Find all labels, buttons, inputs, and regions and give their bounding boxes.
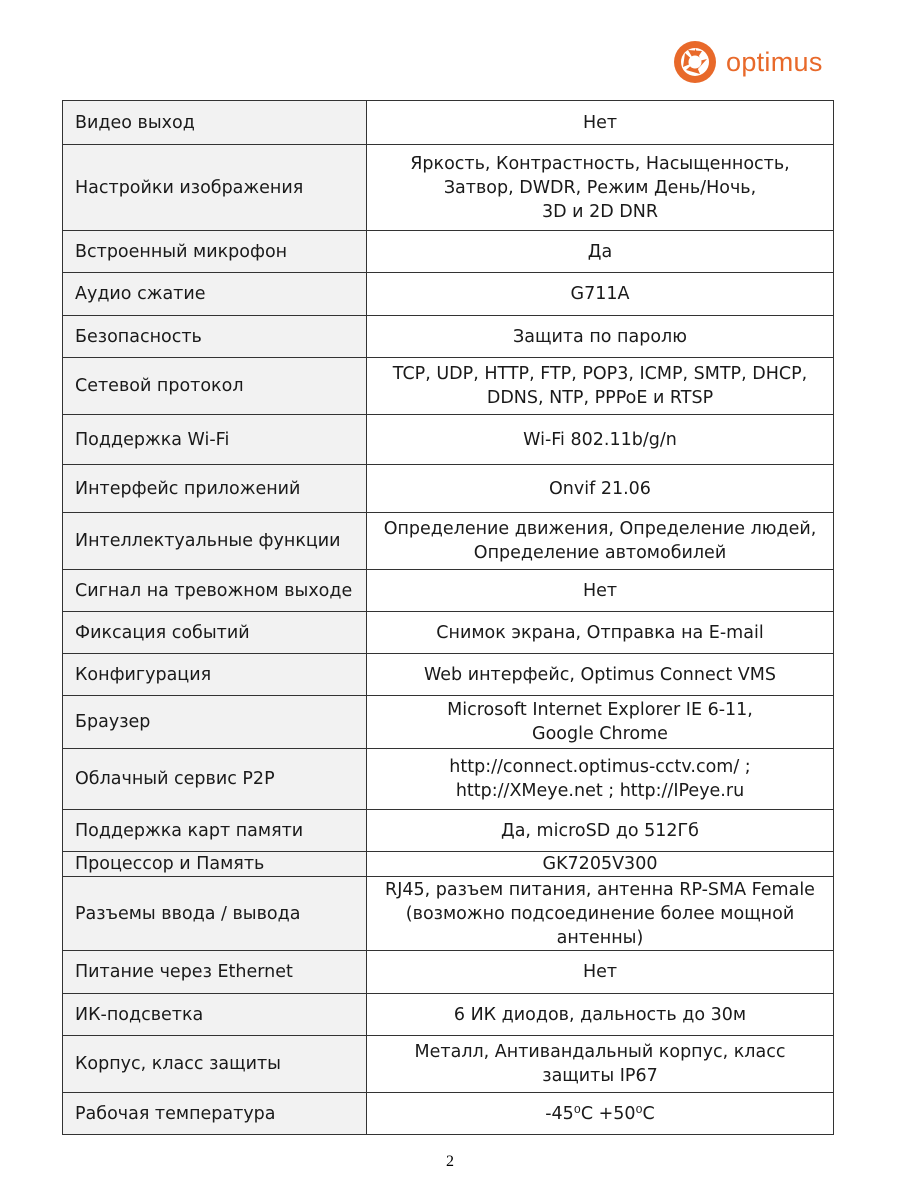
spec-row: [63, 273, 834, 316]
spec-value: TCP, UDP, HTTP, FTP, POP3, ICMP, SMTP, DHCP, DDNS, NTP, PPPoE и RTSP: [367, 358, 834, 415]
spec-row: [63, 415, 834, 465]
spec-label: Браузер: [63, 696, 367, 749]
spec-label: Сетевой протокол: [63, 358, 367, 415]
spec-row: [63, 852, 834, 877]
spec-row: [63, 810, 834, 852]
spec-row: [63, 1036, 834, 1093]
spec-row: [63, 358, 834, 415]
spec-value: Да: [367, 231, 834, 273]
spec-label: Корпус, класс защиты: [63, 1036, 367, 1093]
brand-logo: [672, 38, 823, 86]
spec-value: 6 ИК диодов, дальность до 30м: [367, 994, 834, 1036]
aperture-icon: [672, 39, 718, 85]
spec-row: [63, 465, 834, 513]
spec-value: Яркость, Контрастность, Насыщенность, Затвор, DWDR, Режим День/Ночь, 3D и 2D DNR: [367, 145, 834, 231]
spec-value: Microsoft Internet Explorer IE 6-11, Google Chrome: [367, 696, 834, 749]
spec-value: Защита по паролю: [367, 316, 834, 358]
spec-label: Сигнал на тревожном выходе: [63, 570, 367, 612]
spec-value: Снимок экрана, Отправка на E-mail: [367, 612, 834, 654]
spec-row: [63, 231, 834, 273]
spec-label: Фиксация событий: [63, 612, 367, 654]
spec-row: [63, 994, 834, 1036]
spec-value: -45⁰C +50⁰C: [367, 1093, 834, 1135]
spec-row: [63, 877, 834, 951]
spec-label: Питание через Ethernet: [63, 951, 367, 994]
spec-row: [63, 316, 834, 358]
spec-value: Wi-Fi 802.11b/g/n: [367, 415, 834, 465]
spec-label: Безопасность: [63, 316, 367, 358]
spec-value: RJ45, разъем питания, антенна RP-SMA Female (возможно подсоединение более мощной антенны): [367, 877, 834, 951]
spec-label: Конфигурация: [63, 654, 367, 696]
spec-row: [63, 612, 834, 654]
spec-value: Нет: [367, 101, 834, 145]
spec-row: [63, 513, 834, 570]
spec-table: [62, 100, 834, 1135]
spec-value: Нет: [367, 570, 834, 612]
spec-row: [63, 696, 834, 749]
spec-row: [63, 145, 834, 231]
spec-row: [63, 654, 834, 696]
spec-label: Видео выход: [63, 101, 367, 145]
spec-value: Определение движения, Определение людей, Определение автомобилей: [367, 513, 834, 570]
spec-label: Поддержка карт памяти: [63, 810, 367, 852]
spec-label: Рабочая температура: [63, 1093, 367, 1135]
spec-label: Процессор и Память: [63, 852, 367, 877]
spec-label: Интеллектуальные функции: [63, 513, 367, 570]
spec-value: Нет: [367, 951, 834, 994]
spec-label: Настройки изображения: [63, 145, 367, 231]
brand-name: optimus: [726, 46, 823, 77]
spec-value: Металл, Антивандальный корпус, класс защиты IP67: [367, 1036, 834, 1093]
spec-row: [63, 570, 834, 612]
spec-row: [63, 1093, 834, 1135]
spec-label: Поддержка Wi-Fi: [63, 415, 367, 465]
spec-label: Интерфейс приложений: [63, 465, 367, 513]
spec-label: Встроенный микрофон: [63, 231, 367, 273]
spec-label: Аудио сжатие: [63, 273, 367, 316]
spec-value: Да, microSD до 512Гб: [367, 810, 834, 852]
spec-label: Разъемы ввода / вывода: [63, 877, 367, 951]
page-number: 2: [446, 1153, 454, 1170]
spec-value: GK7205V300: [367, 852, 834, 877]
spec-row: [63, 951, 834, 994]
spec-row: [63, 101, 834, 145]
spec-value: http://connect.optimus-cctv.com/ ; http://XMeye.net ; http://IPeye.ru: [367, 749, 834, 810]
spec-value: G711A: [367, 273, 834, 316]
spec-label: Облачный сервис P2P: [63, 749, 367, 810]
spec-label: ИК-подсветка: [63, 994, 367, 1036]
spec-row: [63, 749, 834, 810]
spec-value: Web интерфейс, Optimus Connect VMS: [367, 654, 834, 696]
spec-value: Onvif 21.06: [367, 465, 834, 513]
